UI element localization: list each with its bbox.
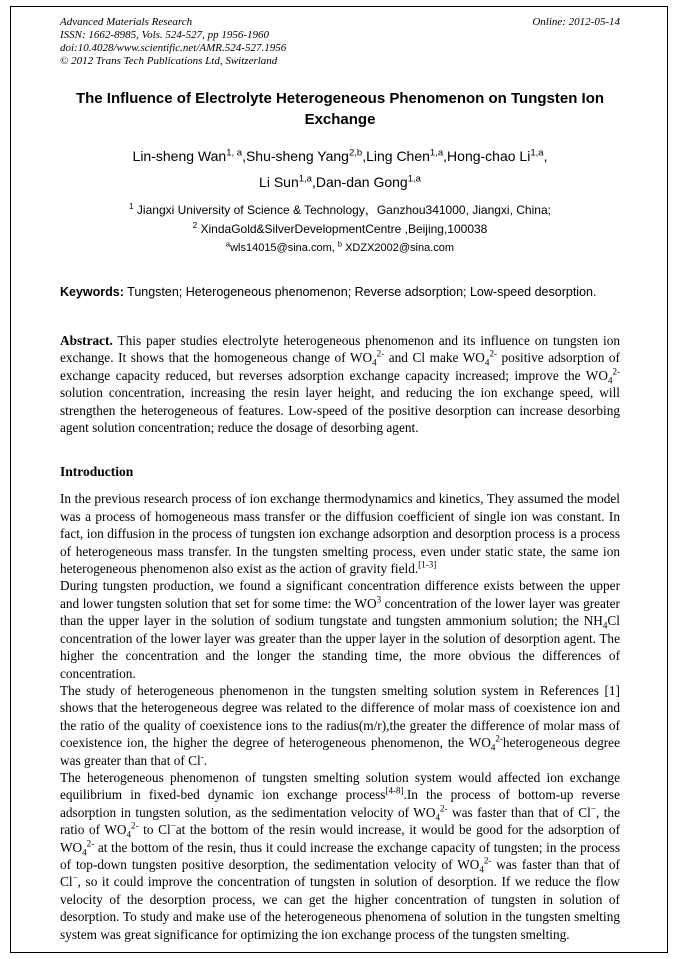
abstract-block xyxy=(60,332,620,436)
doi-line: doi:10.4028/www.scientific.net/AMR.524-527.1956 xyxy=(60,42,287,54)
copyright-line: © 2012 Trans Tech Publications Ltd, Switzerland xyxy=(60,55,278,67)
intro-paragraph-4: The heterogeneous phenomenon of tungsten smelting solution system would affected ion exchange equilibrium in fixed-bed dynamic ion exchange process[4-8].In the process of bottom-up reverse adsorption in tungsten solution, as the sedimentation velocity of $WO_4^{2-}$ was faster than that of Cl−, the ratio of $WO_4^{2-}$ to Cl−at the bottom of the resin would increase, it would be good for the adsorption of $WO_4^{2-}$ at the bottom of the resin, thus it could increase the exchange capacity of tungsten; in the process of top-down tungsten positive desorption, the sedimentation velocity of $WO_4^{2-}$ was faster than that of Cl−, so it could improve the concentration of tungsten in solution of desorption. If we reduce the flow velocity of the desorption process, we can get the higher concentration of tungsten in solution of desorption. To study and make use of the heterogeneous phenomena of solution in the tungsten smelting system was great significance for optimizing the ion exchange process of the tungsten smelting. xyxy=(60,769,621,942)
affiliation-1: $^1$ Jiangxi University of Science & Technology，Ganzhou341000, Jiangxi, China; xyxy=(129,202,551,217)
abstract-label: Abstract. xyxy=(60,333,113,348)
paper-title: The Influence of Electrolyte Heterogeneous Phenomenon on Tungsten Ion Exchange xyxy=(75,90,605,128)
online-date: Online: 2012-05-14 xyxy=(532,16,620,28)
affiliation-2: $^2$ XindaGold&SilverDevelopmentCentre ,Beijing,100038 xyxy=(192,221,488,236)
introduction-body xyxy=(60,490,620,943)
intro-paragraph-3: The study of heterogeneous phenomenon in the tungsten smelting solution system in References [1] shows that the heterogeneous degree was related to the difference of molar mass of coexistence ion and the ratio of the quality of coexistence ions to the radius(m/r),the greater the difference of molar mass of coexistence ion, the higher the degree of heterogeneous phenomenon, the $WO_4^{2-}heterogeneous$ degree was greater than that of Cl-. xyxy=(60,682,620,768)
keywords-line xyxy=(60,284,620,300)
authors-line-2: Li Sun$^{1,a}$,Dan-dan Gong$^{1,a}$ xyxy=(259,173,421,190)
journal-title: Advanced Materials Research xyxy=(60,16,193,28)
intro-paragraph-2: During tungsten production, we found a significant concentration difference exists between the upper and lower tungsten solution that set for some time: the $WO^3$ concentration of the lower layer was greater than the upper layer in the solution of sodium tungstate and tungsten ammonium solution; the $NH_4Cl$ concentration of the lower layer was greater than the upper layer in the solution of desorption agent. The higher the concentration and the longer the standing time, the more obvious the differences of concentration. xyxy=(60,578,620,681)
author-emails: $^a$wls14015@sina.com, $^b$ XDZX2002@sina.com xyxy=(225,239,455,254)
introduction-heading: Introduction xyxy=(60,464,134,480)
abstract-text: This paper studies electrolyte heterogeneous phenomenon and its influence on tungsten ion exchange. It shows that the homogeneous change of $WO_4^{2-}$ and Cl make $WO_4^{2-}$ positive adsorption of exchange capacity reduced, but reverses adsorption exchange capacity increased; improve the $WO_4^{2-}$ solution concentration, increasing the resin layer height, and reducing the ion exchange speed, will strengthen the heterogeneous of features. Low-speed of the positive desorption can increase desorbing agent solution concentration; reduce the dosage of desorbing agent. xyxy=(60,333,620,436)
intro-paragraph-1: In the previous research process of ion exchange thermodynamics and kinetics, They assumed the model was a process of homogeneous mass transfer or the diffusion coefficient of single ion was constant. In fact, ion diffusion in the process of tungsten ion exchange adsorption and desorption process is a process of heterogeneous mass transfer. In the tungsten smelting process, even under static state, the same ion heterogeneous phenomenon also exist as the action of gravity field.[1-3] xyxy=(60,491,620,577)
page-content xyxy=(60,16,620,943)
issn-line: ISSN: 1662-8985, Vols. 524-527, pp 1956-1960 xyxy=(60,29,269,41)
keywords-text: Tungsten; Heterogeneous phenomenon; Reverse adsorption; Low-speed desorption. xyxy=(127,285,597,299)
keywords-label: Keywords: xyxy=(60,285,124,299)
authors-block xyxy=(60,143,620,195)
authors-line-1: Lin-sheng Wan$^{1, a}$,Shu-sheng Yang$^{2,b}$,Ling Chen$^{1,a}$,Hong-chao Li$^{1,a}$, xyxy=(132,147,548,164)
journal-header xyxy=(60,16,620,68)
affiliations-block xyxy=(60,201,620,258)
